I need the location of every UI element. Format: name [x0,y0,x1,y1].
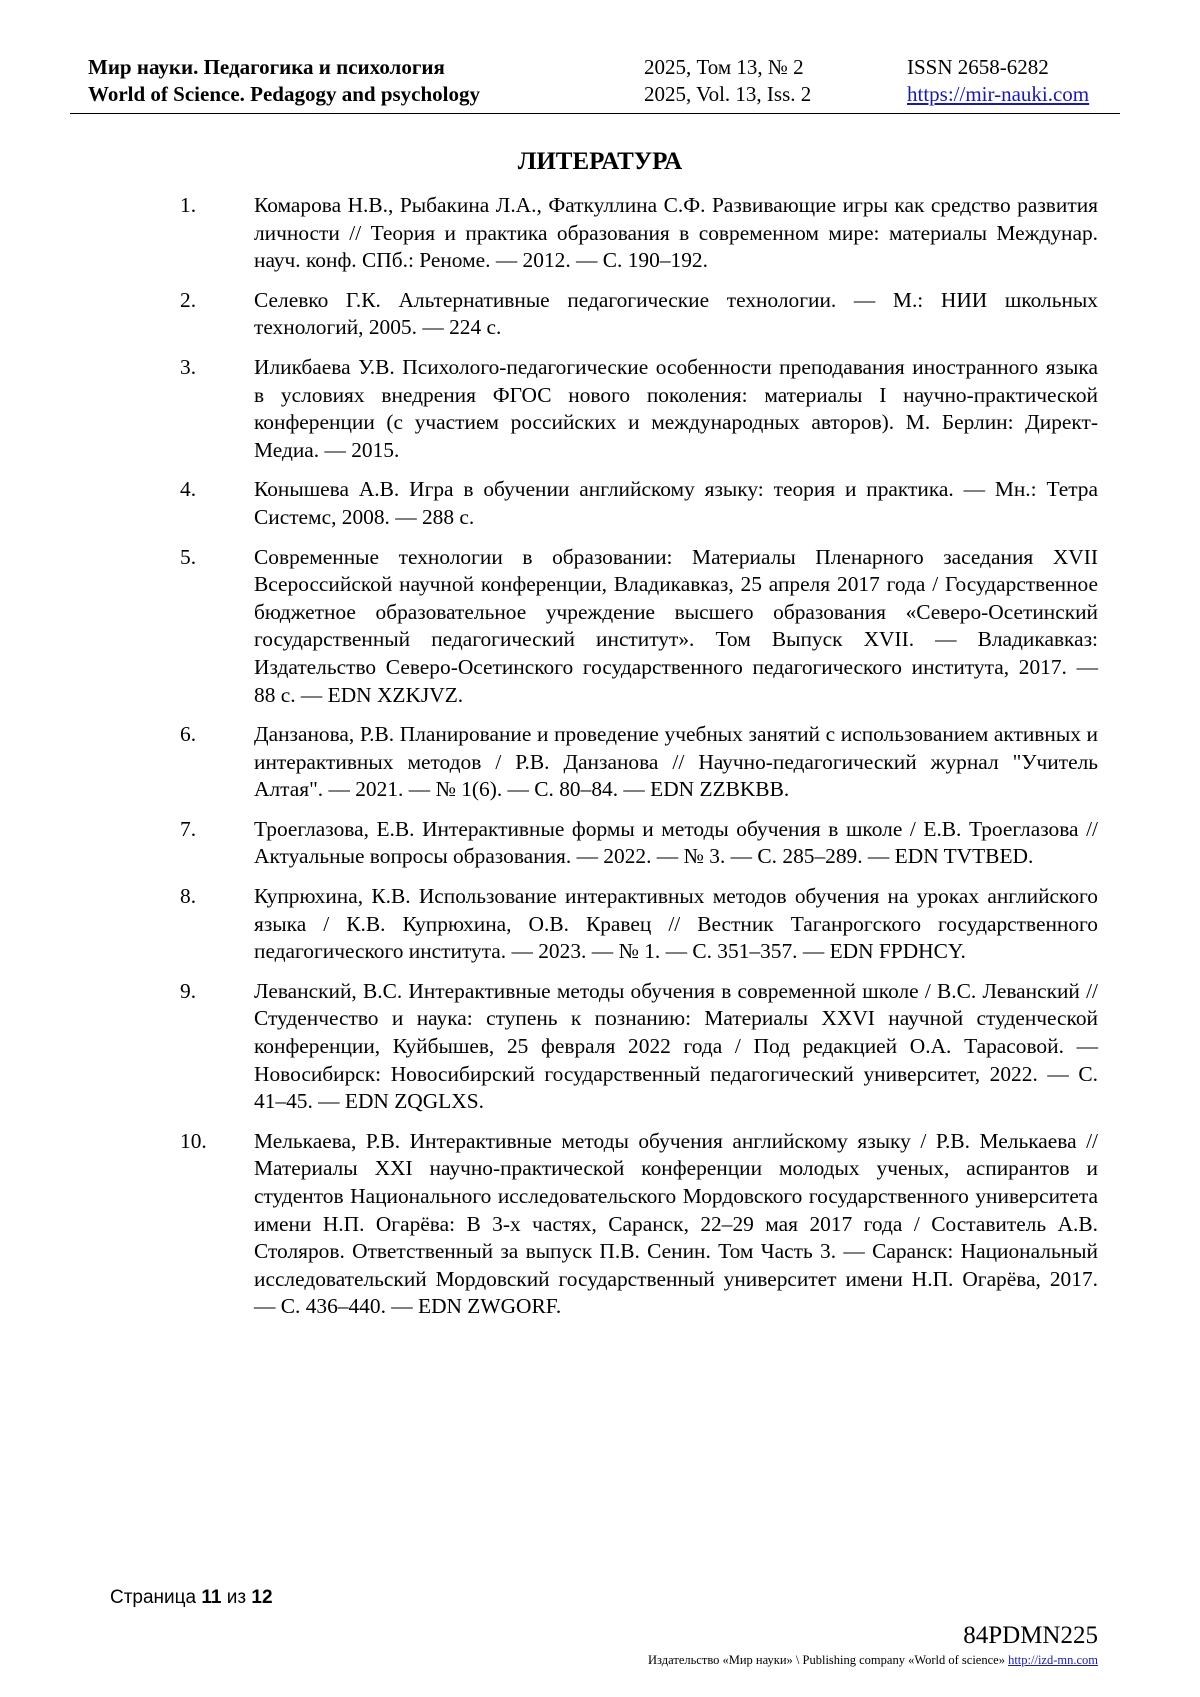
reference-number: 7. [180,816,197,841]
page-of: из [226,1587,247,1608]
reference-text: Селевко Г.К. Альтернативные педагогические технологии. — М.: НИИ школьных технологий, 2005. — 224 с. [254,287,1098,340]
reference-text: Данзанова, Р.В. Планирование и проведение учебных занятий с использованием активных и интерактивных методов / Р.В. Данзанова // Научно-педагогический журнал "Учитель Алтая". — 2021. — № 1(6). — С. 80–84. — EDN ZZBKBB. [254,722,1098,802]
journal-site-link[interactable]: https://mir-nauki.com [907,82,1090,106]
reference-item [180,816,1098,871]
publisher-text: Издательство «Мир науки» \ Publishing company «World of science» [648,1653,1005,1667]
reference-item [180,721,1098,804]
reference-item [180,287,1098,342]
page-counter [110,1587,273,1609]
reference-number: 2. [180,287,197,312]
issn: ISSN 2658-6282 [907,55,1049,79]
reference-number: 8. [180,884,197,909]
page-label: Страница [110,1587,197,1608]
reference-text: Конышева А.В. Игра в обучении английскому языку: теория и практика. — Мн.: Тетра Системс, 2008. — 288 с. [254,477,1098,529]
reference-number: 3. [180,354,197,379]
page-total: 12 [251,1587,273,1608]
reference-item [180,476,1098,531]
publisher-link[interactable]: http://izd-mn.com [1008,1653,1098,1667]
reference-item [180,883,1098,966]
reference-text: Иликбаева У.В. Психолого-педагогические особенности преподавания иностранного языка в условиях внедрения ФГОС нового поколения: материалы I научно-практической конференции (с участием российских и международных авторов). М. Берлин: Директ-Медиа. — 2015. [254,354,1098,462]
reference-list [180,192,1098,1333]
page-current: 11 [201,1587,222,1608]
reference-number: 9. [180,978,197,1003]
issue-info-ru: 2025, Том 13, № 2 [644,55,804,79]
reference-number: 5. [180,544,197,569]
publisher-line [648,1653,1098,1668]
reference-item [180,354,1098,464]
reference-item [180,192,1098,275]
reference-number: 6. [180,722,197,747]
article-code: 84PDMN225 [963,1622,1098,1649]
journal-name-ru: Мир науки. Педагогика и психология [88,55,445,79]
header-divider [70,113,1120,114]
header-row-ru [88,54,1120,81]
reference-text: Мелькаева, Р.В. Интерактивные методы обучения английскому языку / Р.В. Мелькаева // Материалы XXI научно-практической конференции молодых ученых, аспирантов и студентов Национального исследовательского Мордовского государственного университета имени Н.П. Огарёва: В 3-х частях, Саранск, 22–29 мая 2017 года / Составитель А.В. Столяров. Ответственный за выпуск П.В. Сенин. Том Часть 3. — Саранск: Национальный исследовательский Мордовский государственный университет имени Н.П. Огарёва, 2017. — С. 436–440. — EDN ZWGORF. [254,1128,1098,1319]
reference-item [180,544,1098,710]
reference-number: 10. [180,1128,207,1153]
journal-name-en: World of Science. Pedagogy and psychology [88,82,481,106]
reference-text: Купрюхина, К.В. Использование интерактивных методов обучения на уроках английского языка / К.В. Купрюхина, О.В. Кравец // Вестник Таганрогского государственного педагогического института. — 2023. — № 1. — С. 351–357. — EDN FPDHCY. [254,884,1098,964]
reference-item [180,978,1098,1116]
reference-text: Комарова Н.В., Рыбакина Л.А., Фаткуллина С.Ф. Развивающие игры как средство развития личности // Теория и практика образования в современном мире: материалы Междунар. науч. конф. СПб.: Реноме. — 2012. — С. 190–192. [254,193,1098,273]
reference-text: Троеглазова, Е.В. Интерактивные формы и методы обучения в школе / Е.В. Троеглазова // Актуальные вопросы образования. — 2022. — № 3. — С. 285–289. — EDN TVTBED. [254,816,1098,869]
reference-text: Леванский, В.С. Интерактивные методы обучения в современной школе / В.С. Леванский // Студенчество и наука: ступень к познанию: Материалы XXVI научной студенческой конференции, Куйбышев, 25 февраля 2022 года / Под редакцией О.А. Тарасовой. — Новосибирск: Новосибирский государственный педагогический университет, 2022. — С. 41–45. — EDN ZQGLXS. [254,978,1098,1114]
section-title: ЛИТЕРАТУРА [517,148,683,175]
journal-header [88,54,1120,108]
reference-number: 4. [180,477,197,502]
header-row-en [88,81,1120,108]
reference-number: 1. [180,193,197,217]
reference-text: Современные технологии в образовании: Материалы Пленарного заседания XVII Всероссийской научной конференции, Владикавказ, 25 апреля 2017 года / Государственное бюджетное образовательное учреждение высшего образования «Северо-Осетинский государственный педагогический институт». Том Выпуск XVII. — Владикавказ: Издательство Северо-Осетинского государственного педагогического института, 2017. — 88 с. — EDN XZKJVZ. [254,544,1098,707]
issue-info-en: 2025, Vol. 13, Iss. 2 [644,82,812,106]
reference-item [180,1128,1098,1321]
